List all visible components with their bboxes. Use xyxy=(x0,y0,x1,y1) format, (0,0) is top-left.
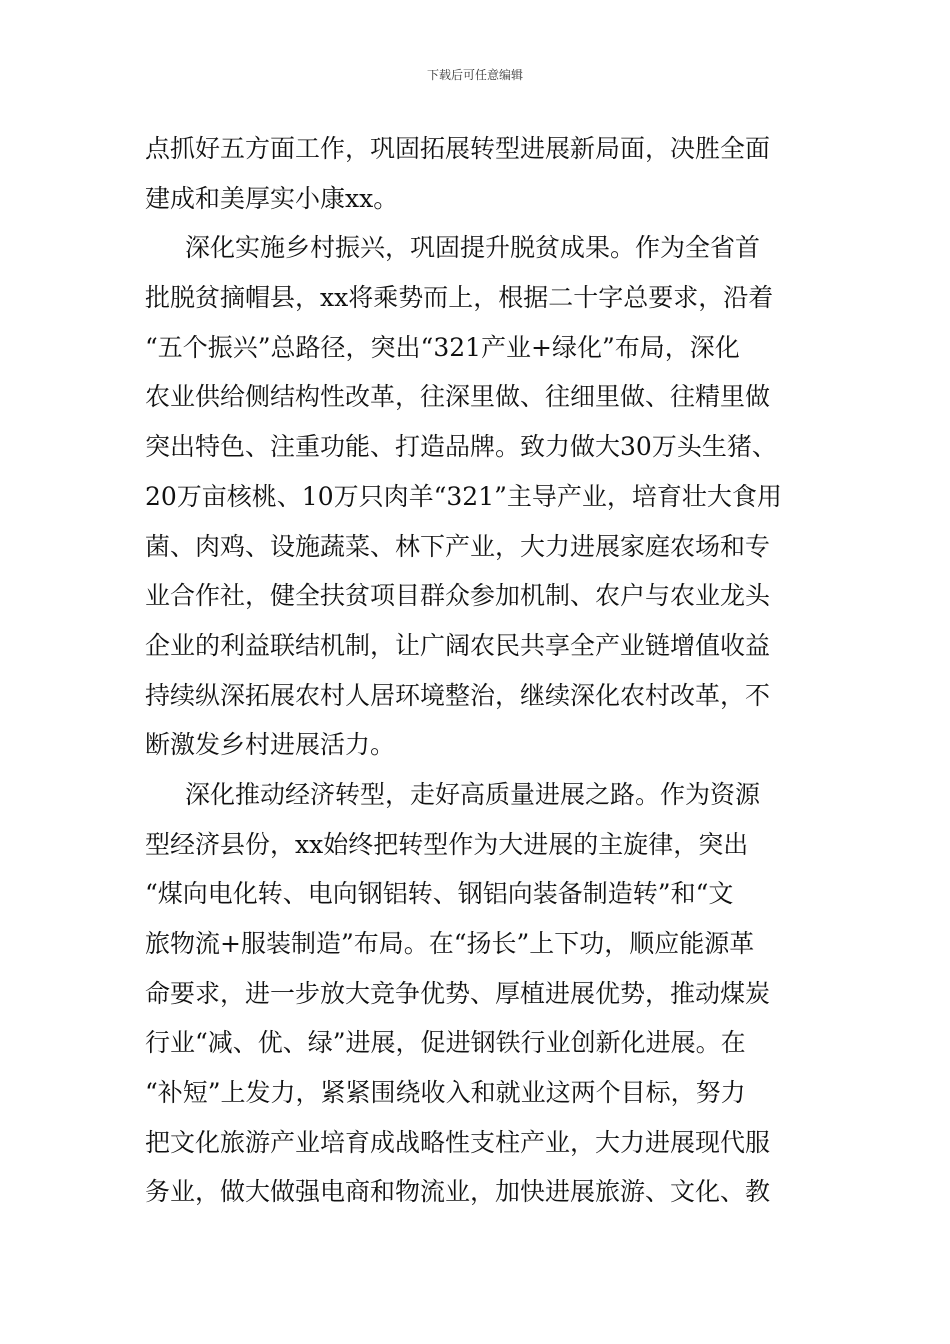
text-line: 业合作社，健全扶贫项目群众参加机制、农户与农业龙头 xyxy=(145,581,771,611)
text-line: “五个振兴”总路径，突出“321产业+绿化”布局，深化 xyxy=(145,332,740,362)
text-line: 点抓好五方面工作，巩固拓展转型进展新局面，决胜全面 xyxy=(145,134,771,163)
text-line: 断激发乡村进展活力。 xyxy=(145,730,396,760)
text-line: 企业的利益联结机制，让广阔农民共享全产业链增值收益 xyxy=(145,630,771,660)
text-line: 命要求，进一步放大竞争优势、厚植进展优势，推动煤炭 xyxy=(145,978,771,1008)
paragraph-start-line: 深化实施乡村振兴，巩固提升脱贫成果。作为全省首 xyxy=(185,233,761,263)
header-note: 下载后可任意编辑 xyxy=(426,68,523,82)
text-line: 批脱贫摘帽县，xx将乘势而上，根据二十字总要求，沿着 xyxy=(145,283,774,313)
text-line: “煤向电化转、电向钢铝转、钢铝向装备制造转”和“文 xyxy=(145,879,734,909)
text-line: 突出特色、注重功能、打造品牌。致力做大30万头生猪、 xyxy=(145,432,777,462)
document-body xyxy=(145,124,815,1217)
text-line: 务业，做大做强电商和物流业，加快进展旅游、文化、教 xyxy=(145,1177,771,1207)
text-line: 农业供给侧结构性改革，往深里做、往细里做、往精里做 xyxy=(145,382,771,412)
text-line: 持续纵深拓展农村人居环境整治，继续深化农村改革，不 xyxy=(145,680,771,710)
text-line: 把文化旅游产业培育成战略性支柱产业，大力进展现代服 xyxy=(145,1127,771,1157)
text-line: 行业“减、优、绿”进展，促进钢铁行业创新化进展。在 xyxy=(145,1028,746,1058)
text-line: 建成和美厚实小康xx。 xyxy=(145,183,399,213)
text-line: 菌、肉鸡、设施蔬菜、林下产业，大力进展家庭农场和专 xyxy=(145,531,771,561)
text-line: “补短”上发力，紧紧围绕收入和就业这两个目标，努力 xyxy=(145,1078,746,1108)
text-line: 20万亩核桃、10万只肉羊“321”主导产业，培育壮大食用 xyxy=(145,481,782,511)
text-line: 旅物流+服装制造”布局。在“扬长”上下功，顺应能源革 xyxy=(145,929,755,958)
text-line: 型经济县份，xx始终把转型作为大进展的主旋律，突出 xyxy=(145,829,749,859)
paragraph-start-line: 深化推动经济转型，走好高质量进展之路。作为资源 xyxy=(185,779,761,809)
